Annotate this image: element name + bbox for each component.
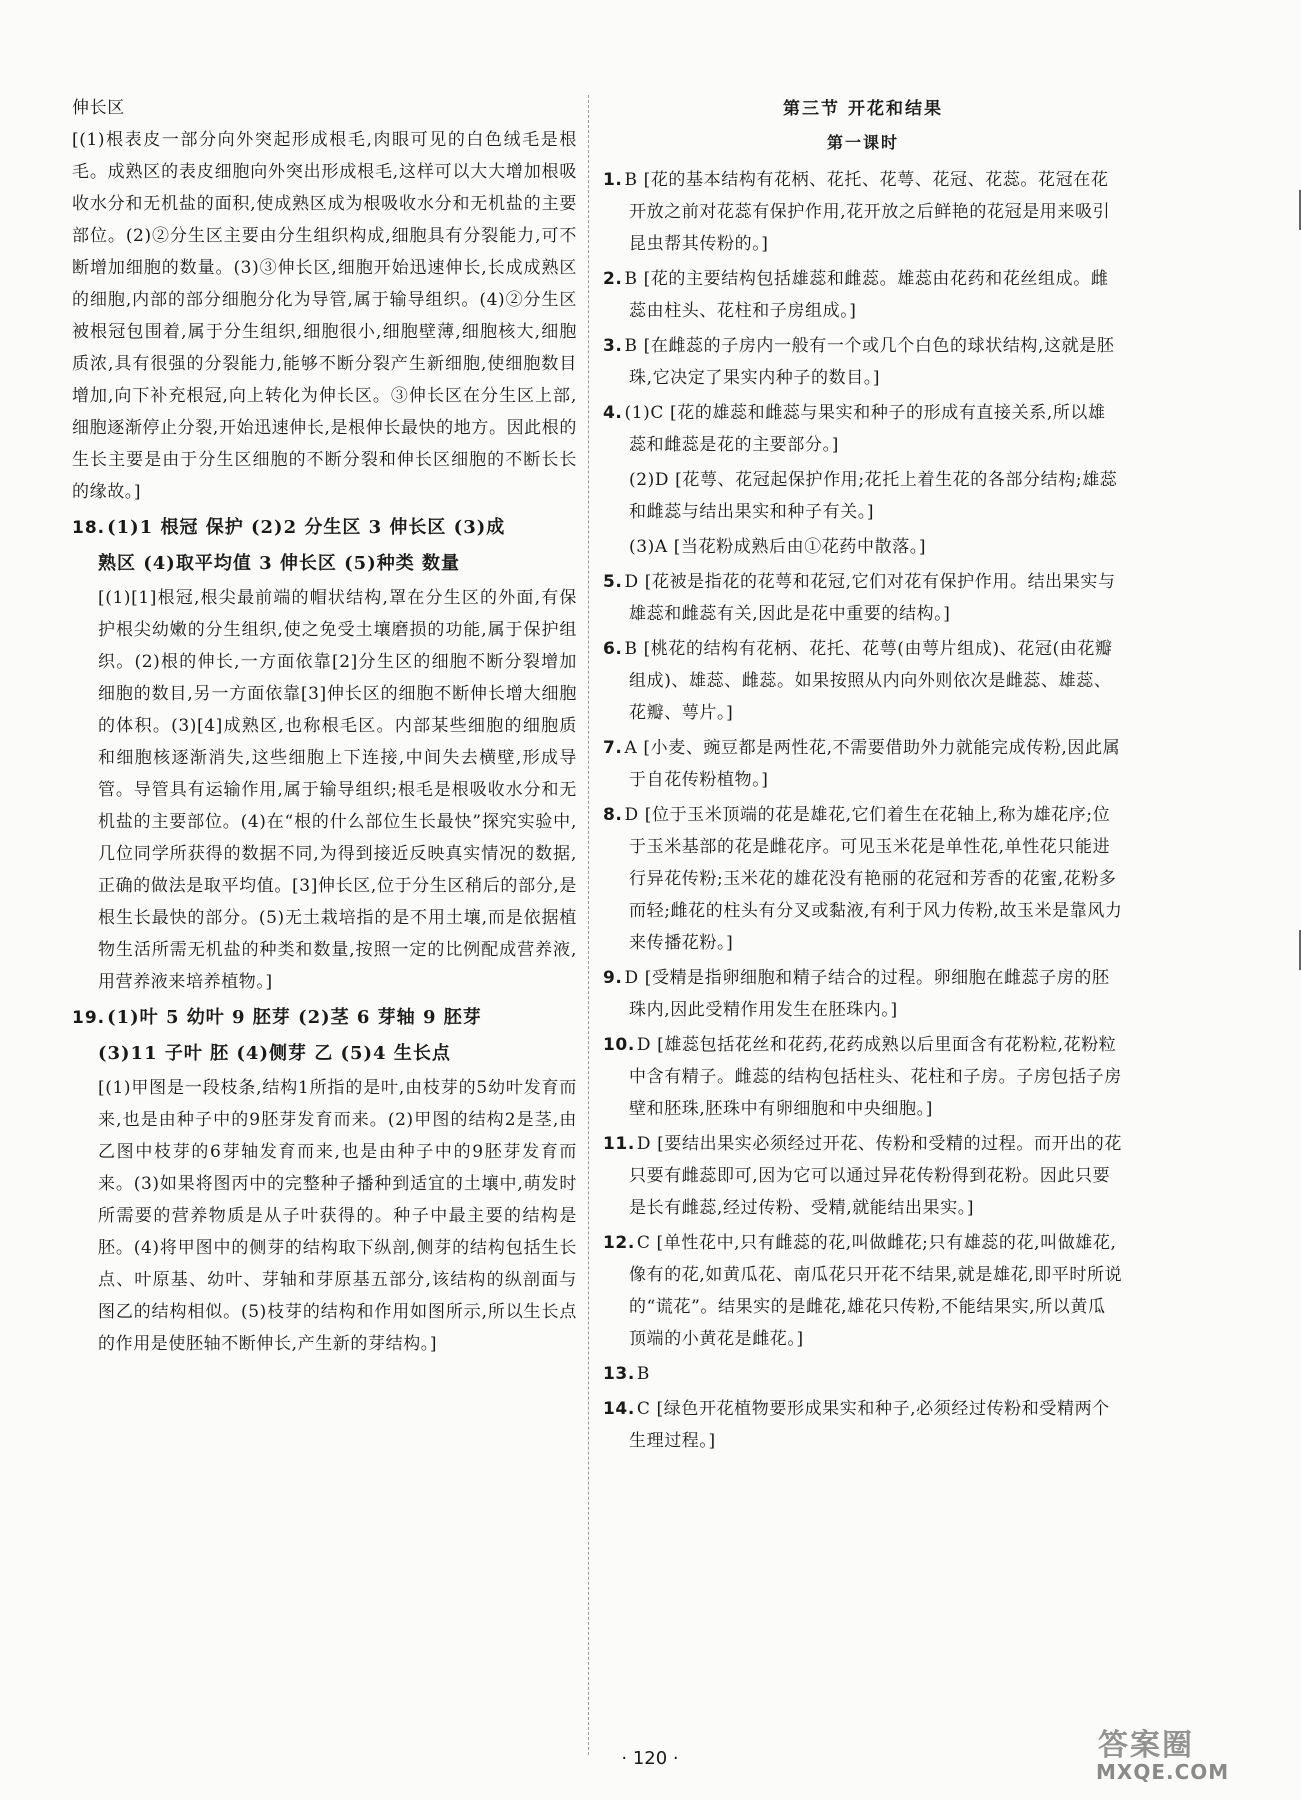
answer-text: B [桃花的结构有花柄、花托、花萼(由萼片组成)、花冠(由花瓣组成)、雄蕊、雌蕊。如果按照从内向外则依次是雌蕊、雄蕊、花瓣、萼片。] bbox=[624, 639, 1113, 723]
answer-item bbox=[603, 397, 1123, 461]
answer-text: D [花被是指花的花萼和花冠,它们对花有保护作用。结出果实与雄蕊和雌蕊有关,因此是花中重要的结构。] bbox=[624, 572, 1116, 624]
answer-text: (2)D [花萼、花冠起保护作用;花托上着生花的各部分结构;雄蕊和雌蕊与结出果实和种子有关。] bbox=[629, 470, 1118, 522]
answer-item bbox=[603, 330, 1123, 394]
question-number: 5. bbox=[603, 572, 623, 592]
answer-text: B [在雌蕊的子房内一般有一个或几个白色的球状结构,这就是胚珠,它决定了果实内种子的数目。] bbox=[624, 336, 1115, 388]
answer-item bbox=[603, 633, 1123, 729]
question-number: 1. bbox=[603, 170, 623, 190]
answer-text: D [要结出果实必须经过开花、传粉和受精的过程。而开出的花只要有雌蕊即可,因为它可以通过异花传粉得到花粉。因此只要是长有雌蕊,经过传粉、受精,就能结出果实。] bbox=[629, 1134, 1122, 1218]
answer-item bbox=[603, 164, 1123, 260]
question-number: 4. bbox=[603, 403, 623, 423]
answer-item bbox=[603, 1128, 1123, 1224]
question-number: 8. bbox=[603, 805, 623, 825]
answer-text: B [花的基本结构有花柄、花托、花萼、花冠、花蕊。花冠在花开放之前对花蕊有保护作用,花开放之后鲜艳的花冠是用来吸引昆虫帮其传粉的。] bbox=[624, 170, 1111, 254]
answer-text: (1)叶 5 幼叶 9 胚芽 (2)茎 6 芽轴 9 胚芽 bbox=[107, 1007, 482, 1028]
right-column bbox=[603, 92, 1123, 1457]
watermark-url: MXQE.COM bbox=[1096, 1760, 1230, 1784]
section-title: 第三节 开花和结果 bbox=[783, 99, 943, 119]
question-number: 2. bbox=[603, 269, 623, 289]
edge-mark bbox=[1285, 190, 1301, 230]
answer-item bbox=[603, 566, 1123, 630]
question-number: 11. bbox=[603, 1134, 635, 1154]
answer-text: D [雄蕊包括花丝和花药,花药成熟以后里面含有花粉粒,花粉粒中含有精子。雌蕊的结构包括柱头、花柱和子房。子房包括子房壁和胚珠,胚珠中有卵细胞和中央细胞。] bbox=[629, 1035, 1122, 1119]
answer-item bbox=[603, 1029, 1123, 1125]
question-number: 10. bbox=[603, 1035, 635, 1055]
answer-subitem bbox=[603, 531, 1123, 563]
answer-19-line2: (3)11 子叶 胚 (4)侧芽 乙 (5)4 生长点 bbox=[98, 1043, 451, 1064]
question-19 bbox=[72, 1000, 577, 1360]
answer-19-line1 bbox=[72, 1000, 577, 1036]
question-number: 18. bbox=[72, 518, 106, 538]
answer-item bbox=[603, 732, 1123, 796]
question-number: 6. bbox=[603, 639, 623, 659]
watermark-text: 答案圈 bbox=[1098, 1728, 1194, 1763]
question-number: 12. bbox=[603, 1233, 635, 1253]
question-number: 3. bbox=[603, 336, 623, 356]
answer-item bbox=[603, 799, 1123, 959]
answer-text: (1)1 根冠 保护 (2)2 分生区 3 伸长区 (3)成 bbox=[107, 517, 506, 538]
answer-text: C [单性花中,只有雌蕊的花,叫做雌花;只有雄蕊的花,叫做雄花,像有的花,如黄瓜花、南瓜花只开花不结果,就是雄花,即平时所说的“谎花”。结果实的是雌花,雄花只传粉,不能结果实,所以黄瓜顶端的小黄花是雌花。] bbox=[629, 1233, 1123, 1349]
answer-text: B [花的主要结构包括雄蕊和雌蕊。雄蕊由花药和花丝组成。雌蕊由柱头、花柱和子房组成。] bbox=[624, 269, 1109, 321]
question-number: 9. bbox=[603, 968, 623, 988]
answer-text: C [绿色开花植物要形成果实和种子,必须经过传粉和受精两个生理过程。] bbox=[629, 1399, 1110, 1451]
question-number: 19. bbox=[72, 1008, 106, 1028]
answer-text: A [小麦、豌豆都是两性花,不需要借助外力就能完成传粉,因此属于自花传粉植物。] bbox=[624, 738, 1121, 790]
answer-item bbox=[603, 1227, 1123, 1355]
question-number: 14. bbox=[603, 1399, 635, 1419]
answer-text: B bbox=[636, 1364, 651, 1384]
question-number: 13. bbox=[603, 1364, 635, 1384]
answer-item bbox=[603, 962, 1123, 1026]
answer-18-line2: 熟区 (4)取平均值 3 伸长区 (5)种类 数量 bbox=[98, 553, 460, 574]
answer-item bbox=[603, 1393, 1123, 1457]
lesson-subtitle: 第一课时 bbox=[826, 133, 899, 152]
left-column bbox=[72, 92, 577, 1360]
answer-text: D [受精是指卵细胞和精子结合的过程。卵细胞在雌蕊子房的胚珠内,因此受精作用发生在胚珠内。] bbox=[624, 968, 1110, 1020]
edge-mark bbox=[1285, 930, 1301, 970]
question-18 bbox=[72, 510, 577, 998]
answer-text: D [位于玉米顶端的花是雄花,它们着生在花轴上,称为雄花序;位于玉米基部的花是雌花序。可见玉米花是单性花,单性花只能进行异花传粉;玉米花的雄花没有艳丽的花冠和芳香的花蜜,花粉多而轻;雌花的柱头有分叉或黏液,有利于风力传粉,故玉米是靠风力来传播花粉。] bbox=[624, 805, 1123, 953]
answer-18-line1 bbox=[72, 510, 577, 546]
answer-text: (3)A [当花粉成熟后由①花药中散落。] bbox=[629, 537, 927, 557]
watermark-logo bbox=[1088, 1720, 1258, 1786]
page-number: · 120 · bbox=[621, 1748, 679, 1769]
answer-item bbox=[603, 263, 1123, 327]
explanation-18: [(1)[1]根冠,根尖最前端的帽状结构,罩在分生区的外面,有保护根尖幼嫩的分生组织,使之免受土壤磨损的功能,属于保护组织。(2)根的伸长,一方面依靠[2]分生区的细胞不断分裂增加细胞的数目,另一方面依靠[3]伸长区的细胞不断伸长增大细胞的体积。(3)[4]成熟区,也称根毛区。内部某些细胞的细胞质和细胞核逐渐消失,这些细胞上下连接,中间失去横壁,形成导管。导管具有运输作用,属于输导组织;根毛是根吸收水分和无机盐的主要部位。(4)在“根的什么部位生长最快”探究实验中,几位同学所获得的数据不同,为得到接近反映真实情况的数据,正确的做法是取平均值。[3]伸长区,位于分生区稍后的部分,是根生长最快的部分。(5)无土栽培指的是不用土壤,而是依据植物生活所需无机盐的种类和数量,按照一定的比例配成营养液,用营养液来培养植物。] bbox=[98, 588, 577, 992]
answer-subitem bbox=[603, 464, 1123, 528]
question-number: 7. bbox=[603, 738, 623, 758]
answer-text: (1)C [花的雄蕊和雌蕊与果实和种子的形成有直接关系,所以雄蕊和雌蕊是花的主要部分。] bbox=[624, 403, 1106, 455]
column-divider bbox=[588, 95, 589, 1755]
answer-item bbox=[603, 1358, 1123, 1390]
explanation-19: [(1)甲图是一段枝条,结构1所指的是叶,由枝芽的5幼叶发育而来,也是由种子中的9胚芽发育而来。(2)甲图的结构2是茎,由乙图中枝芽的6芽轴发育而来,也是由种子中的9胚芽发育而来。(3)如果将图丙中的完整种子播种到适宜的土壤中,萌发时所需要的营养物质是从子叶获得的。种子中最主要的结构是胚。(4)将甲图中的侧芽的结构取下纵剖,侧芽的结构包括生长点、叶原基、幼叶、芽轴和芽原基五部分,该结构的纵剖面与图乙的结构相似。(5)枝芽的结构和作用如图所示,所以生长点的作用是使胚轴不断伸长,产生新的芽结构。] bbox=[98, 1078, 577, 1354]
explanation-17: [(1)根表皮一部分向外突起形成根毛,肉眼可见的白色绒毛是根毛。成熟区的表皮细胞向外突出形成根毛,这样可以大大增加根吸收水分和无机盐的面积,使成熟区成为根吸收水分和无机盐的主要部位。(2)②分生区主要由分生组织构成,细胞具有分裂能力,可不断增加细胞的数量。(3)③伸长区,细胞开始迅速伸长,长成成熟区的细胞,内部的部分细胞分化为导管,属于输导组织。(4)②分生区被根冠包围着,属于分生组织,细胞很小,细胞壁薄,细胞核大,细胞质浓,具有很强的分裂能力,能够不断分裂产生新细胞,使细胞数目增加,向下补充根冠,向上转化为伸长区。③伸长区在分生区上部,细胞逐渐停止分裂,开始迅速伸长,是根伸长最快的地方。因此根的生长主要是由于分生区细胞的不断分裂和伸长区细胞的不断长长的缘故。] bbox=[72, 130, 577, 502]
heading-text: 伸长区 bbox=[72, 98, 125, 118]
